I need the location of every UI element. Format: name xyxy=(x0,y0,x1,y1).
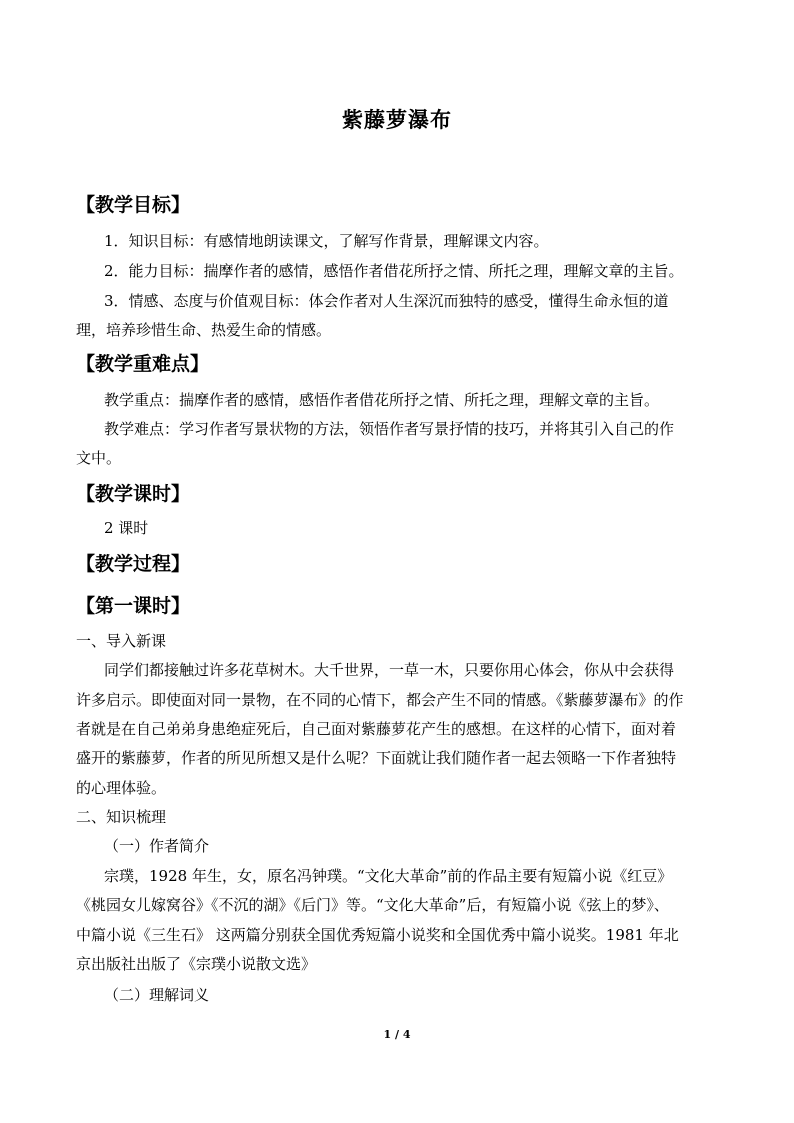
intro-line-4: 盛开的紫藤萝，作者的所见所想又是什么呢？下面就让我们随作者一起去领略一下作者独特 xyxy=(76,749,677,767)
hours-value: 2 课时 xyxy=(104,519,149,537)
vocab-subheading: （二）理解词义 xyxy=(104,986,210,1004)
difficult-point-line-2: 文中。 xyxy=(76,449,122,467)
goal-item-1: 1．知识目标：有感情地朗读课文，了解写作背景，理解课文内容。 xyxy=(104,232,549,250)
goal-item-2: 2．能力目标：揣摩作者的感情，感悟作者借花所抒之情、所托之理，理解文章的主旨。 xyxy=(104,262,684,280)
intro-line-2: 许多启示。即使面对同一景物，在不同的心情下，都会产生不同的情感。《紫藤萝瀑布》的作 xyxy=(76,691,684,709)
knowledge-heading: 二、知识梳理 xyxy=(76,808,167,826)
goals-heading: 【教学目标】 xyxy=(76,194,191,216)
author-line-2: 《桃园女儿嫁窝谷》《不沉的湖》《后门》等。“文化大革命”后，有短篇小说《弦上的梦》、 xyxy=(76,896,669,914)
goal-item-3-line-1: 3．情感、态度与价值观目标：体会作者对人生深沉而独特的感受，懂得生命永恒的道 xyxy=(104,292,669,310)
author-subheading: （一）作者简介 xyxy=(104,837,210,855)
page-title: 紫藤萝瀑布 xyxy=(342,107,452,132)
process-heading: 【教学过程】 xyxy=(76,553,191,575)
intro-line-1: 同学们都接触过许多花草树木。大千世界，一草一木，只要你用心体会，你从中会获得 xyxy=(104,661,675,679)
difficult-point-line-1: 教学难点：学习作者写景状物的方法，领悟作者写景抒情的技巧，并将其引入自己的作 xyxy=(104,420,675,438)
intro-line-3: 者就是在自己弟弟身患绝症死后，自己面对紫藤萝花产生的感想。在这样的心情下，面对着 xyxy=(76,720,677,738)
intro-heading: 一、导入新课 xyxy=(76,632,167,650)
intro-line-5: 的心理体验。 xyxy=(76,779,167,797)
author-line-1: 宗璞，1928 年生，女，原名冯钟璞。“文化大革命”前的作品主要有短篇小说《红豆》 xyxy=(104,867,673,885)
author-line-4: 京出版社出版了《宗璞小说散文选》 xyxy=(76,955,317,973)
key-point-text: 教学重点：揣摩作者的感情，感悟作者借花所抒之情、所托之理，理解文章的主旨。 xyxy=(104,391,660,409)
first-lesson-heading: 【第一课时】 xyxy=(76,595,191,617)
hours-heading: 【教学课时】 xyxy=(76,483,191,505)
key-difficult-heading: 【教学重难点】 xyxy=(76,353,210,375)
author-line-3: 中篇小说《三生石》 这两篇分别获全国优秀短篇小说奖和全国优秀中篇小说奖。1981 年北 xyxy=(76,926,679,944)
goal-item-3-line-2: 理，培养珍惜生命、热爱生命的情感。 xyxy=(76,321,332,339)
page-indicator: 1 / 4 xyxy=(383,1028,411,1041)
